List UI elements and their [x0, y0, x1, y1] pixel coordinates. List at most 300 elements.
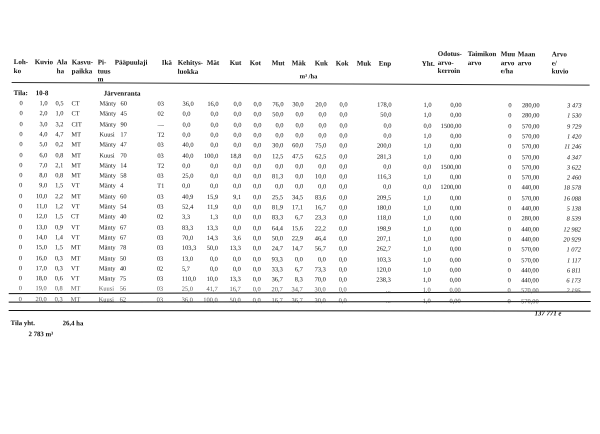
table-cell: 0: [508, 164, 512, 172]
table-cell: 0,6: [54, 275, 63, 283]
table-cell: 0,00: [449, 287, 461, 295]
table-cell: 8,0: [39, 172, 48, 180]
header-kot: Kot: [249, 59, 262, 68]
table-cell: 0: [18, 264, 23, 272]
table-cell: 0: [19, 120, 23, 128]
table-cell: 0,0: [252, 255, 261, 263]
table-cell: 1,0: [422, 246, 431, 254]
table-cell: 0: [18, 295, 22, 303]
table-cell: 0,0: [252, 286, 261, 294]
table-cell: 0,0: [253, 101, 262, 109]
table-cell: 0,0: [233, 204, 242, 212]
table-cell: 0,0: [233, 131, 242, 139]
table-cell: 180,0: [376, 204, 392, 212]
table-cell: 67: [119, 224, 127, 232]
table-cell: 2,2: [55, 192, 64, 200]
table-cell: 17,1: [291, 204, 304, 212]
table-cell: 1,0: [423, 215, 432, 223]
table-cell: 36,7: [271, 276, 283, 284]
totals-label: Tila yht.: [10, 320, 36, 328]
table-cell: 0,0: [252, 296, 261, 304]
table-cell: 0: [19, 203, 23, 211]
tila-code: 10-8: [35, 89, 49, 98]
table-cell: 570,00: [521, 164, 540, 172]
table-cell: 238,3: [376, 276, 391, 284]
table-cell: 0: [19, 100, 23, 108]
table-cell: 16,0: [207, 100, 219, 108]
table-cell: 0: [507, 205, 512, 213]
table-cell: 0,0: [210, 121, 219, 129]
table-cell: 1,0: [423, 153, 432, 161]
table-cell: 1,0: [422, 297, 431, 305]
table-cell: 2 195: [566, 287, 581, 295]
table-cell: 1 117: [566, 256, 581, 265]
table-cell: Mänty: [98, 234, 116, 242]
table-cell: Mänty: [99, 203, 116, 211]
table-cell: 70,0: [181, 234, 194, 242]
table-cell: 570,00: [521, 297, 539, 306]
header-arvo-kuvio: Arvo e/ kuvio: [551, 50, 569, 76]
table-cell: 0: [508, 112, 512, 120]
table-cell: 03: [157, 152, 164, 160]
header-muu-arvo: Muu arvo e/ha: [500, 50, 516, 76]
table-cell: 02: [156, 265, 164, 273]
header-maan-arvo: Maan arvo: [517, 50, 536, 67]
table-cell: 0: [19, 213, 23, 221]
table-cell: 16 088: [563, 195, 582, 203]
table-cell: T2: [157, 131, 165, 139]
table-cell: 30,0: [292, 101, 304, 109]
table-cell: 0,0: [253, 162, 262, 170]
header-ala: Ala ha: [56, 58, 68, 75]
table-cell: 0,0: [275, 132, 284, 140]
table-cell: 81,9: [271, 204, 284, 212]
table-cell: 2 460: [566, 174, 582, 182]
table-cell: 570,00: [521, 287, 539, 295]
table-cell: 1,0: [423, 194, 432, 202]
table-cell: VT: [71, 203, 80, 211]
table-cell: 0: [19, 172, 23, 180]
table-cell: 10,0: [206, 275, 218, 284]
table-cell: 0,8: [55, 151, 64, 159]
table-cell: 36,0: [181, 296, 193, 304]
table-cell: 16,7: [229, 286, 241, 294]
table-cell: 50: [119, 255, 127, 263]
table-cell: 0,00: [449, 194, 462, 202]
table-cell: 03: [156, 286, 164, 294]
table-cell: 56,7: [314, 245, 326, 253]
table-cell: 0,0: [275, 162, 284, 171]
table-cell: Mänty: [98, 265, 116, 273]
table-cell: 0,0: [209, 255, 218, 263]
table-cell: 60,0: [292, 142, 304, 150]
table-cell: 50,0: [380, 111, 392, 120]
table-cell: 0,0: [232, 255, 241, 263]
table-cell: MT: [71, 192, 81, 201]
table-cell: 0,0: [295, 121, 304, 129]
table-cell: 0,0: [383, 163, 392, 171]
table-cell: 0: [507, 287, 511, 295]
table-cell: 5 138: [566, 205, 582, 213]
table-cell: 0,0: [339, 122, 348, 130]
table-cell: 1,5: [54, 244, 63, 252]
table-cell: 0,00: [449, 246, 461, 254]
table-cell: Mänty: [99, 172, 116, 180]
table-cell: 1,2: [55, 203, 64, 211]
table-cell: 15,0: [35, 244, 47, 252]
table-cell: 40,9: [182, 193, 194, 201]
table-cell: T2: [157, 162, 165, 170]
table-cell: 1,5: [55, 182, 64, 190]
table-cell: 0: [507, 194, 512, 202]
table-cell: 0,0: [338, 297, 347, 305]
table-cell: 6,7: [295, 214, 304, 222]
table-cell: 75: [119, 275, 127, 283]
table-cell: 0,5: [55, 100, 64, 108]
table-cell: 0: [507, 277, 511, 285]
table-cell: 0,0: [423, 163, 432, 171]
table-cell: 0,0: [253, 121, 262, 129]
table-cell: 0,0: [182, 111, 191, 119]
table-cell: 1,0: [422, 266, 431, 274]
table-cell: MT: [71, 172, 81, 180]
table-cell: Mänty: [99, 121, 117, 129]
table-cell: 93,3: [271, 255, 283, 263]
table-cell: 03: [156, 255, 164, 263]
header-kok: Kok: [335, 59, 349, 68]
header-ika: Ikä: [161, 58, 172, 67]
table-cell: 47,5: [292, 152, 304, 160]
table-cell: VT: [70, 265, 80, 273]
table-cell: 0,0: [233, 101, 242, 109]
table-cell: 110,0: [181, 275, 196, 283]
table-cell: MT: [70, 244, 81, 252]
table-cell: 83,3: [181, 224, 194, 232]
table-cell: 280,00: [521, 102, 540, 110]
table-cell: 0,0: [232, 265, 241, 273]
table-cell: 0,0: [275, 183, 284, 191]
table-cell: 0: [507, 184, 512, 192]
table-cell: Mänty: [99, 141, 117, 149]
table-cell: 0: [19, 110, 23, 118]
table-cell: 0,0: [318, 111, 327, 119]
table-cell: 100,0: [203, 152, 219, 160]
header-pituus: Pi- tuus m: [97, 58, 111, 84]
table-cell: 4: [120, 182, 124, 190]
table-cell: 280,00: [521, 112, 540, 120]
table-cell: 0,0: [253, 131, 262, 140]
strike-line-3: [9, 310, 591, 312]
table-cell: 0,0: [253, 193, 262, 201]
table-cell: 0,0: [275, 121, 284, 129]
table-cell: 0,00: [449, 297, 461, 305]
table-cell: 0,0: [233, 162, 242, 170]
table-cell: 13,3: [229, 245, 241, 253]
table-cell: CT: [71, 213, 80, 221]
table-cell: 24,7: [271, 245, 283, 253]
table-cell: 0,0: [339, 152, 348, 161]
table-cell: 9,1: [233, 193, 242, 201]
table-cell: Mänty: [99, 193, 116, 201]
table-cell: MT: [70, 295, 81, 304]
table-cell: 33,3: [271, 265, 283, 274]
table-cell: 20,0: [35, 295, 47, 303]
table-cell: 0,00: [450, 132, 462, 140]
table-cell: 0,0: [294, 255, 303, 263]
table-cell: —: [157, 121, 164, 129]
table-cell: 60: [120, 193, 127, 201]
table-cell: 70,0: [314, 276, 326, 284]
table-cell: 281,3: [376, 153, 392, 161]
table-cell: 14,7: [291, 245, 303, 253]
table-cell: 1200,00: [440, 184, 462, 192]
table-cell: 1500,00: [440, 163, 462, 171]
table-cell: 0,0: [210, 131, 219, 139]
table-cell: CT: [71, 100, 80, 108]
table-cell: 14: [120, 162, 127, 170]
table-cell: CIT: [71, 120, 82, 128]
table-cell: 116,3: [377, 173, 392, 181]
table-cell: 0,2: [55, 141, 64, 149]
table-cell: 10,0: [315, 173, 327, 181]
table-cell: 0,0: [338, 245, 347, 253]
table-cell: 22,9: [291, 235, 303, 243]
table-cell: 40,0: [182, 152, 194, 160]
table-cell: Kuusi: [99, 151, 115, 160]
table-cell: 5,7: [181, 265, 190, 273]
table-cell: 0,0: [210, 183, 219, 191]
table-cell: 58: [120, 172, 127, 180]
table-cell: 0,0: [318, 163, 327, 171]
table-cell: 0,0: [339, 173, 348, 181]
table-cell: Mänty: [98, 275, 116, 283]
table-cell: 4,0: [39, 131, 48, 139]
table-cell: 1,0: [422, 235, 431, 243]
table-cell: Kuusi: [99, 131, 115, 139]
table-cell: 0,0: [339, 101, 348, 109]
table-cell: 6,0: [39, 151, 48, 159]
table-cell: 03: [157, 193, 164, 201]
table-cell: 0,0: [233, 142, 242, 150]
table-cell: CT: [71, 110, 80, 118]
table-cell: 12,5: [272, 152, 284, 160]
table-cell: 570,00: [521, 246, 539, 254]
table-cell: 1,0: [422, 287, 431, 295]
table-cell: 440,00: [521, 236, 539, 244]
table-cell: T1: [157, 183, 165, 191]
table-cell: 17,0: [35, 264, 47, 273]
table-cell: 23,3: [314, 214, 327, 222]
table-cell: 118,0: [376, 214, 392, 223]
table-cell: 0,0: [295, 183, 304, 191]
table-cell: 54: [120, 203, 127, 211]
table-cell: 4 347: [566, 153, 582, 162]
table-cell: 0,0: [233, 183, 242, 191]
table-cell: 12 982: [563, 226, 582, 234]
table-cell: VT: [70, 275, 80, 283]
table-cell: 100,0: [203, 296, 218, 304]
table-cell: 1,0: [39, 100, 48, 108]
table-cell: 5,0: [39, 141, 48, 149]
table-cell: 0: [508, 153, 512, 161]
table-cell: 2,1: [55, 162, 64, 170]
table-cell: 8 539: [566, 215, 582, 223]
table-cell: 0,0: [423, 122, 432, 130]
table-cell: Mänty: [99, 213, 116, 221]
table-cell: 440,00: [521, 225, 540, 233]
table-cell: VT: [71, 182, 80, 190]
table-cell: 16,0: [35, 254, 47, 262]
table-cell: 40,0: [182, 141, 194, 150]
table-cell: MT: [70, 254, 81, 262]
table-cell: 62,5: [315, 152, 327, 160]
table-cell: 64,4: [271, 224, 284, 232]
table-cell: 0,00: [449, 256, 461, 264]
table-cell: 262,7: [376, 245, 391, 253]
table-cell: 0: [19, 182, 23, 190]
table-cell: 0,0: [209, 265, 218, 273]
table-cell: 11,0: [36, 203, 48, 211]
table-cell: 0,0: [182, 162, 191, 170]
table-cell: 0: [18, 244, 23, 252]
table-cell: 18 578: [563, 184, 582, 192]
table-cell: 16,7: [271, 296, 283, 304]
table-cell: 0,0: [232, 224, 242, 232]
table-cell: 0: [19, 192, 23, 200]
table-cell: VT: [70, 223, 80, 231]
table-cell: 0: [19, 161, 23, 169]
table-cell: 440,00: [521, 277, 539, 285]
totals-value: 137 771 e: [534, 310, 562, 318]
table-cell: MT: [71, 131, 82, 139]
table-cell: Mänty: [99, 182, 116, 190]
table-cell: 0,0: [383, 122, 392, 130]
table-cell: 6 811: [566, 267, 581, 275]
table-cell: Mänty: [98, 254, 116, 263]
table-cell: 0: [508, 122, 512, 130]
table-cell: 1,0: [423, 112, 432, 120]
table-cell: 73,3: [314, 266, 326, 274]
table-cell: 0: [507, 297, 511, 305]
table-cell: 4,7: [55, 131, 64, 139]
table-cell: 0,8: [55, 172, 64, 180]
table-cell: VT: [70, 234, 80, 242]
table-cell: 0: [508, 133, 512, 141]
table-cell: 0: [507, 225, 512, 233]
table-cell: 0,0: [182, 131, 191, 139]
table-cell: 36,0: [182, 100, 194, 108]
table-cell: 0,0: [383, 184, 392, 192]
table-cell: 1,3: [210, 214, 219, 222]
table-cell: 0,0: [233, 214, 242, 222]
table-cell: 0,0: [252, 265, 261, 273]
table-cell: MT: [70, 285, 81, 293]
header-mak: Mäk: [291, 59, 306, 68]
table-cell: 0,0: [339, 142, 348, 150]
table-cell: 570,00: [521, 122, 540, 130]
table-cell: 13,3: [229, 276, 241, 284]
table-cell: 0,0: [253, 204, 262, 212]
table-cell: 0: [18, 275, 23, 283]
table-cell: 440,00: [521, 205, 540, 213]
table-cell: 570,00: [521, 174, 540, 182]
table-cell: 25,0: [181, 286, 193, 294]
table-cell: 0,3: [54, 254, 63, 262]
table-cell: 0,0: [318, 132, 327, 140]
table-cell: 207,1: [376, 235, 391, 243]
table-cell: 0: [507, 215, 512, 223]
header-taimikon-arvo: Taimikon arvo: [467, 50, 497, 67]
table-cell: 30,0: [272, 142, 284, 150]
table-cell: 12,0: [35, 213, 48, 221]
table-cell: 9 729: [567, 123, 582, 131]
tila-name: Järvenranta: [103, 89, 141, 98]
table-cell: 03: [156, 234, 164, 242]
table-cell: ...: [385, 287, 391, 295]
table-cell: 0: [507, 256, 511, 264]
table-cell: 14,3: [206, 234, 218, 242]
table-cell: 0,0: [252, 245, 261, 253]
table-cell: 0,0: [252, 224, 262, 232]
table-cell: 0,0: [338, 255, 347, 264]
table-cell: 14,0: [35, 234, 47, 242]
table-cell: 0,0: [338, 266, 347, 274]
totals-area: 26,4 ha: [62, 320, 84, 328]
table-cell: 0,0: [339, 111, 348, 119]
table-cell: 3,6: [232, 234, 241, 242]
table-cell: 6 173: [566, 277, 581, 285]
table-cell: 0,3: [54, 265, 63, 273]
table-cell: 15,6: [291, 224, 304, 232]
table-cell: 0,00: [449, 215, 462, 223]
table-cell: 03: [156, 244, 164, 252]
table-cell: 1,0: [422, 276, 431, 284]
table-cell: 570,00: [521, 143, 540, 151]
table-cell: 0,0: [253, 214, 262, 222]
table-cell: 20 929: [563, 236, 581, 244]
table-cell: 20,0: [315, 101, 327, 109]
table-cell: 45: [120, 110, 127, 118]
table-cell: 83,3: [271, 214, 284, 222]
header-enp: Enp: [378, 59, 392, 68]
table-cell: 03: [157, 203, 164, 211]
table-cell: 40: [120, 213, 127, 221]
table-cell: 0: [508, 174, 512, 182]
table-cell: 13,0: [35, 223, 48, 231]
table-cell: 0,0: [210, 173, 219, 181]
header-muk: Muk: [356, 59, 372, 68]
table-cell: 62: [119, 296, 127, 304]
table-cell: 0,0: [295, 132, 304, 140]
table-cell: Mänty: [99, 110, 117, 118]
table-cell: 0,0: [233, 111, 242, 119]
table-cell: 13,3: [206, 224, 219, 232]
table-cell: 03: [156, 296, 164, 304]
table-cell: 0,00: [450, 101, 462, 110]
table-cell: 280,00: [521, 215, 540, 223]
table-cell: 0,0: [182, 121, 191, 129]
table-cell: 1 530: [567, 112, 582, 120]
table-cell: 0: [18, 223, 23, 231]
totals-volume: 2 783 m³: [28, 331, 54, 339]
table-cell: Kuusi: [98, 296, 114, 304]
table-cell: 1 420: [567, 133, 582, 141]
table-cell: 1,0: [422, 225, 432, 233]
table-cell: 02: [157, 110, 164, 119]
tila-label: Tila:: [13, 89, 28, 98]
table-cell: 34,5: [291, 193, 304, 202]
table-cell: 0: [19, 130, 23, 138]
